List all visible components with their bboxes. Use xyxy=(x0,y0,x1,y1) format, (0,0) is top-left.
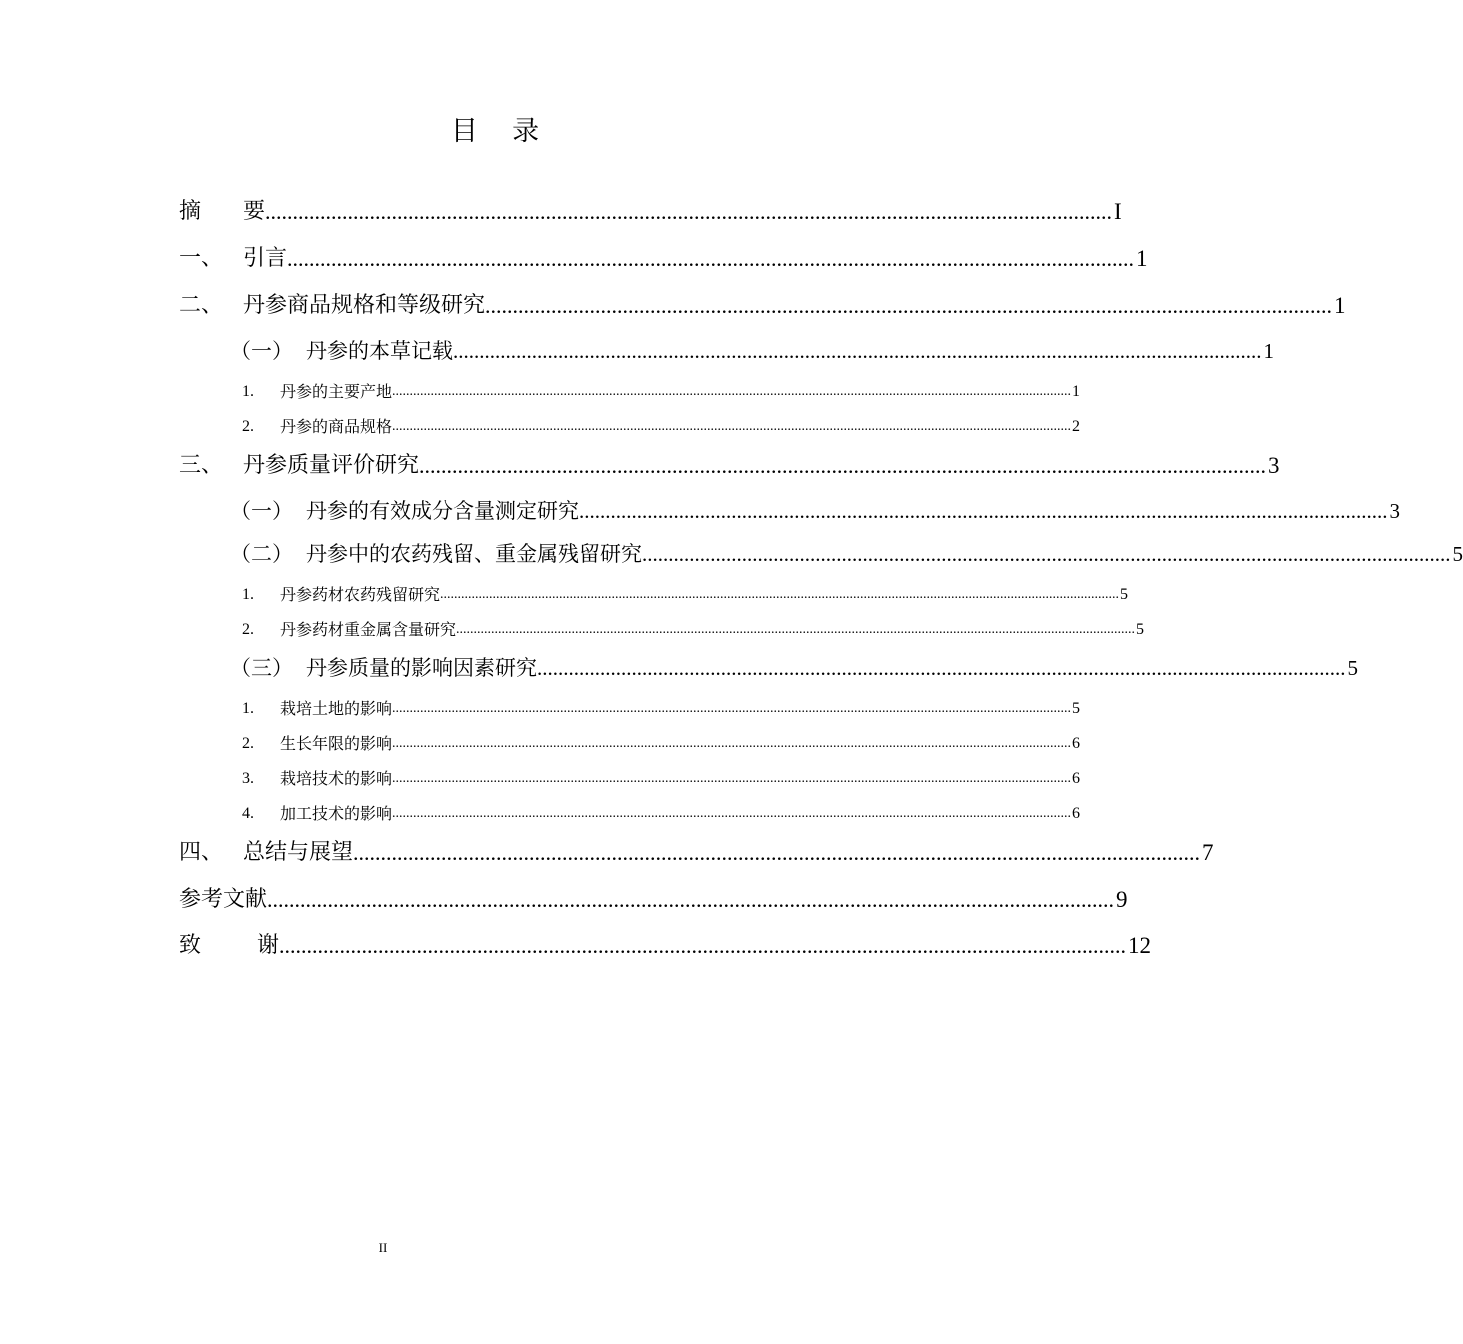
toc-leader-dots: .................................................................................................................................................................................................. xyxy=(392,806,1072,821)
toc-leader-dots: .................................................................................................................................................................................................. xyxy=(392,419,1072,434)
toc-entry-label: 丹参的商品规格 xyxy=(280,417,393,436)
toc-page-number: 5 xyxy=(1120,586,1129,603)
toc-entry-number: 一、 xyxy=(179,246,224,271)
toc-entry-number: （一） xyxy=(230,339,293,363)
toc-entry-subsection-3-3-2[interactable] xyxy=(0,733,1081,755)
toc-page-number: 9 xyxy=(1116,887,1128,912)
toc-leader-dots: .................................................................................................................................................................................................. xyxy=(392,736,1072,751)
toc-entry-subsection-3-2-2[interactable] xyxy=(0,619,1145,641)
toc-entry-label: 丹参质量的影响因素研究 xyxy=(306,656,537,680)
toc-entry-number: 4. xyxy=(242,805,254,822)
toc-entry-section-3-1[interactable] xyxy=(0,497,1400,525)
toc-entry-number: （二） xyxy=(230,542,293,566)
toc-entry-number: 1. xyxy=(242,586,254,603)
page-title: 目 录 xyxy=(450,116,540,147)
toc-entry-label: 栽培土地的影响 xyxy=(280,699,393,718)
toc-entry-number: 三、 xyxy=(179,453,224,478)
toc-entry-chapter-2[interactable] xyxy=(0,291,1346,321)
toc-entry-label: 丹参商品规格和等级研究 xyxy=(243,293,486,318)
toc-page-number: 5 xyxy=(1452,542,1463,566)
toc-entry-subsection-3-3-4[interactable] xyxy=(0,803,1081,825)
toc-entry-section-3-2[interactable] xyxy=(0,540,1463,568)
toc-entry-label: 丹参的本草记载 xyxy=(306,339,453,363)
toc-entry-number: 3. xyxy=(242,770,254,787)
toc-entry-chapter-4[interactable] xyxy=(0,838,1214,868)
toc-page-number: 3 xyxy=(1268,453,1280,478)
toc-leader-dots: .................................................................................................................................................................................................. xyxy=(392,771,1072,786)
toc-entry-number: （一） xyxy=(230,499,293,523)
toc-entry-label: 丹参的有效成分含量测定研究 xyxy=(306,499,579,523)
toc-page-number: 5 xyxy=(1072,700,1081,717)
toc-leader-dots: .......................................................................................................................................................... xyxy=(579,499,1388,523)
toc-leader-dots: .......................................................................................................................................................... xyxy=(453,339,1262,363)
toc-leader-dots: .......................................................................................................................................................... xyxy=(267,887,1115,912)
toc-entry-section-2-1[interactable] xyxy=(0,337,1274,365)
toc-leader-dots: .......................................................................................................................................................... xyxy=(353,840,1201,865)
toc-leader-dots: .......................................................................................................................................................... xyxy=(485,293,1333,318)
toc-entry-label: 丹参中的农药残留、重金属残留研究 xyxy=(306,542,642,566)
toc-entry-introduction[interactable] xyxy=(0,244,1148,274)
toc-page-number: 5 xyxy=(1347,656,1358,680)
toc-page-number: 12 xyxy=(1127,933,1151,958)
toc-entry-references[interactable] xyxy=(0,885,1128,915)
toc-entry-label: 参考文献 xyxy=(179,887,268,912)
toc-entry-subsection-3-3-3[interactable] xyxy=(0,768,1081,790)
toc-entry-label: 栽培技术的影响 xyxy=(280,769,393,788)
toc-page-number: 7 xyxy=(1202,840,1214,865)
toc-page-number: 1 xyxy=(1334,293,1346,318)
toc-entry-subsection-3-2-1[interactable] xyxy=(0,584,1129,606)
toc-entry-number: 1. xyxy=(242,700,254,717)
toc-entry-label: 丹参质量评价研究 xyxy=(243,453,420,478)
toc-page-number: 1 xyxy=(1136,246,1148,271)
toc-entry-label: 生长年限的影响 xyxy=(280,734,393,753)
toc-entry-number: 2. xyxy=(242,735,254,752)
toc-leader-dots: .................................................................................................................................................................................................. xyxy=(392,701,1072,716)
toc-entry-number: 1. xyxy=(242,383,254,400)
toc-leader-dots: .......................................................................................................................................................... xyxy=(642,542,1451,566)
toc-page-number: 6 xyxy=(1072,770,1081,787)
toc-leader-dots: .......................................................................................................................................................... xyxy=(264,199,1112,224)
toc-entry-acknowledgements[interactable] xyxy=(0,931,1151,961)
toc-leader-dots: .................................................................................................................................................................................................. xyxy=(440,587,1120,602)
toc-entry-label: 摘 要 xyxy=(179,199,265,224)
toc-entry-number: （三） xyxy=(230,656,293,680)
toc-entry-number: 二、 xyxy=(179,293,224,318)
toc-page-number: 3 xyxy=(1389,499,1400,523)
toc-page-number: I xyxy=(1113,199,1122,224)
toc-page-number: 6 xyxy=(1072,805,1081,822)
toc-leader-dots: .......................................................................................................................................................... xyxy=(419,453,1267,478)
toc-entry-label: 丹参的主要产地 xyxy=(280,382,393,401)
toc-entry-subsection-2-1-2[interactable] xyxy=(0,416,1081,438)
toc-entry-subsection-2-1-1[interactable] xyxy=(0,381,1081,403)
toc-entry-label: 引言 xyxy=(243,246,288,271)
toc-page-number: 1 xyxy=(1072,383,1081,400)
toc-entry-label: 丹参药材重金属含量研究 xyxy=(280,620,457,639)
toc-entry-number: 2. xyxy=(242,418,254,435)
toc-page-number: 5 xyxy=(1136,621,1145,638)
toc-leader-dots: .......................................................................................................................................................... xyxy=(537,656,1346,680)
toc-leader-dots: .......................................................................................................................................................... xyxy=(278,933,1126,958)
toc-entry-label: 总结与展望 xyxy=(243,840,354,865)
toc-entry-subsection-3-3-1[interactable] xyxy=(0,698,1081,720)
toc-entry-label: 致 谢 xyxy=(179,933,279,958)
toc-entry-label: 加工技术的影响 xyxy=(280,804,393,823)
toc-leader-dots: .......................................................................................................................................................... xyxy=(287,246,1135,271)
toc-page-number: 1 xyxy=(1263,339,1274,363)
toc-entry-number: 四、 xyxy=(179,840,224,865)
toc-leader-dots: .................................................................................................................................................................................................. xyxy=(456,622,1136,637)
toc-entry-section-3-3[interactable] xyxy=(0,654,1358,682)
toc-entry-label: 丹参药材农药残留研究 xyxy=(280,585,441,604)
toc-page-number: 6 xyxy=(1072,735,1081,752)
page-footer-number: II xyxy=(378,1240,388,1255)
toc-leader-dots: .................................................................................................................................................................................................. xyxy=(392,384,1072,399)
toc-entry-chapter-3[interactable] xyxy=(0,451,1280,481)
toc-entry-abstract[interactable] xyxy=(0,197,1122,227)
toc-page-number: 2 xyxy=(1072,418,1081,435)
toc-entry-number: 2. xyxy=(242,621,254,638)
